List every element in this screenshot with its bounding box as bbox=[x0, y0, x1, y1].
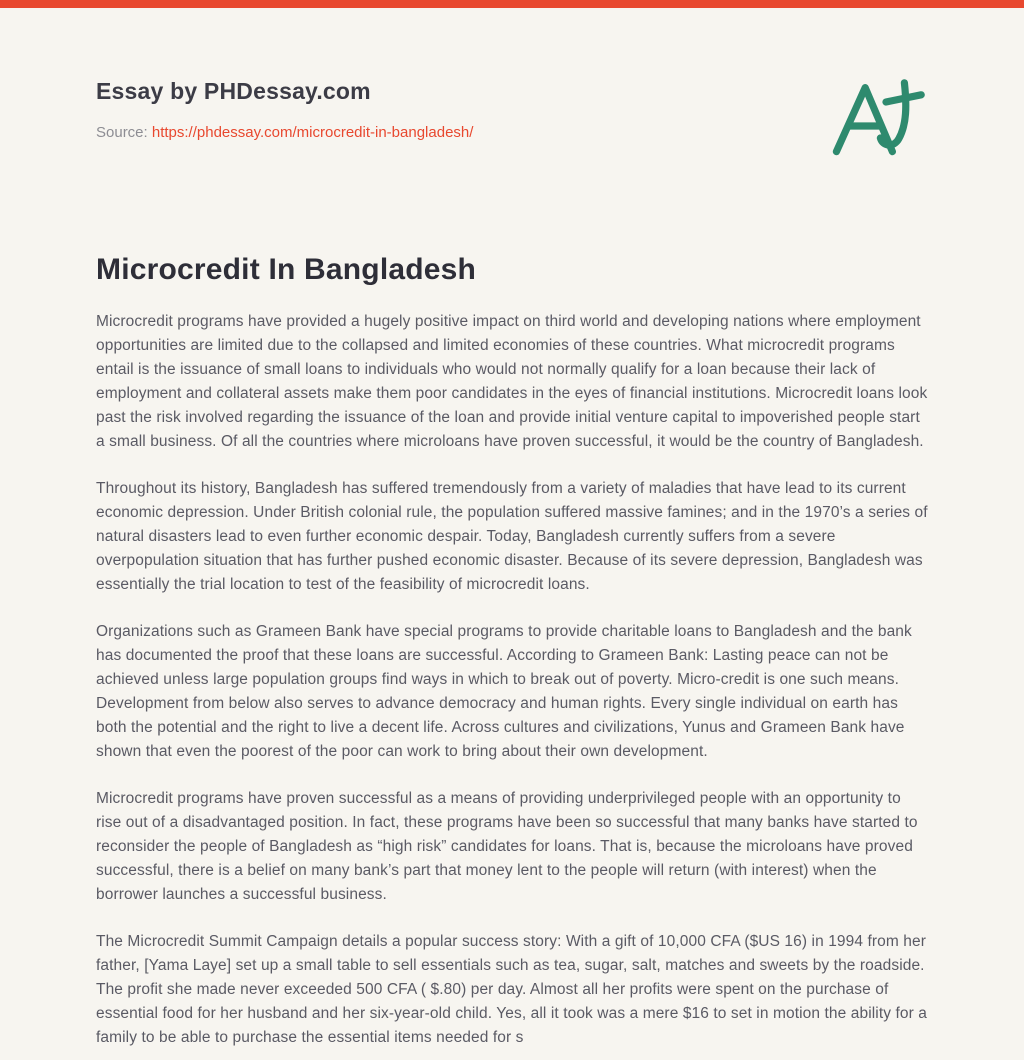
page-header bbox=[96, 78, 928, 169]
source-url-link[interactable]: https://phdessay.com/microcredit-in-bangladesh/ bbox=[151, 124, 474, 141]
source-label: Source: bbox=[96, 124, 148, 141]
essay-paragraph-1: Microcredit programs have provided a hugely positive impact on third world and developing nations where employment opportunities are limited due to the collapsed and limited economies of these countries. What microcredit programs entail is the issuance of small loans to individuals who would not normally qualify for a loan because their lack of employment and collateral assets make them poor candidates in the eyes of financial institutions. Microcredit loans look past the risk involved regarding the issuance of the loan and provide initial venture capital to impoverished people start a small business. Of all the countries where microloans have proven successful, it would be the country of Bangladesh. bbox=[96, 313, 928, 450]
essay-paragraph-3: Organizations such as Grameen Bank have special programs to provide charitable loans to Bangladesh and the bank has documented the proof that these loans are successful. According to Grameen Bank: Lasting peace can not be achieved unless large population groups find ways in which to break out of poverty. Micro-credit is one such means. Development from below also serves to advance democracy and human rights. Every single individual on earth has both the potential and the right to live a decent life. Across cultures and civilizations, Yunus and Grameen Bank have shown that even the poorest of the poor can work to bring about their own development. bbox=[96, 623, 912, 760]
essay-title: Microcredit In Bangladesh bbox=[96, 253, 477, 286]
phdessay-logo-icon bbox=[822, 72, 926, 169]
essay-page bbox=[0, 78, 1024, 1050]
header-text-block bbox=[96, 78, 473, 141]
source-line bbox=[96, 124, 473, 141]
top-accent-bar bbox=[0, 0, 1024, 8]
essay-paragraph-4: Microcredit programs have proven successful as a means of providing underprivileged people with an opportunity to rise out of a disadvantaged position. In fact, these programs have been so successful that many banks have started to reconsider the people of Bangladesh as “high risk” candidates for loans. That is, because the microloans have proved successful, there is a belief on many bank’s part that money lent to the people will return (with interest) when the borrower launches a successful business. bbox=[96, 790, 918, 903]
essay-paragraph-2: Throughout its history, Bangladesh has suffered tremendously from a variety of maladies that have lead to its current economic depression. Under British colonial rule, the population suffered massive famines; and in the 1970’s a series of natural disasters lead to even further economic despair. Today, Bangladesh currently suffers from a severe overpopulation situation that has further pushed economic disaster. Because of its severe depression, Bangladesh was essentially the trial location to test of the feasibility of microcredit loans. bbox=[96, 480, 928, 593]
site-title: Essay by PHDessay.com bbox=[96, 78, 371, 104]
essay-body bbox=[96, 310, 928, 1050]
essay-paragraph-5: The Microcredit Summit Campaign details a popular success story: With a gift of 10,000 CFA ($US 16) in 1994 from her father, [Yama Laye] set up a small table to sell essentials such as tea, sugar, salt, matches and sweets by the roadside. The profit she made never exceeded 500 CFA ( $.80) per day. Almost all her profits were spent on the purchase of essential food for her husband and her six-year-old child. Yes, all it took was a mere $16 to set in motion the ability for a family to be able to purchase the essential items needed for s bbox=[96, 933, 928, 1046]
